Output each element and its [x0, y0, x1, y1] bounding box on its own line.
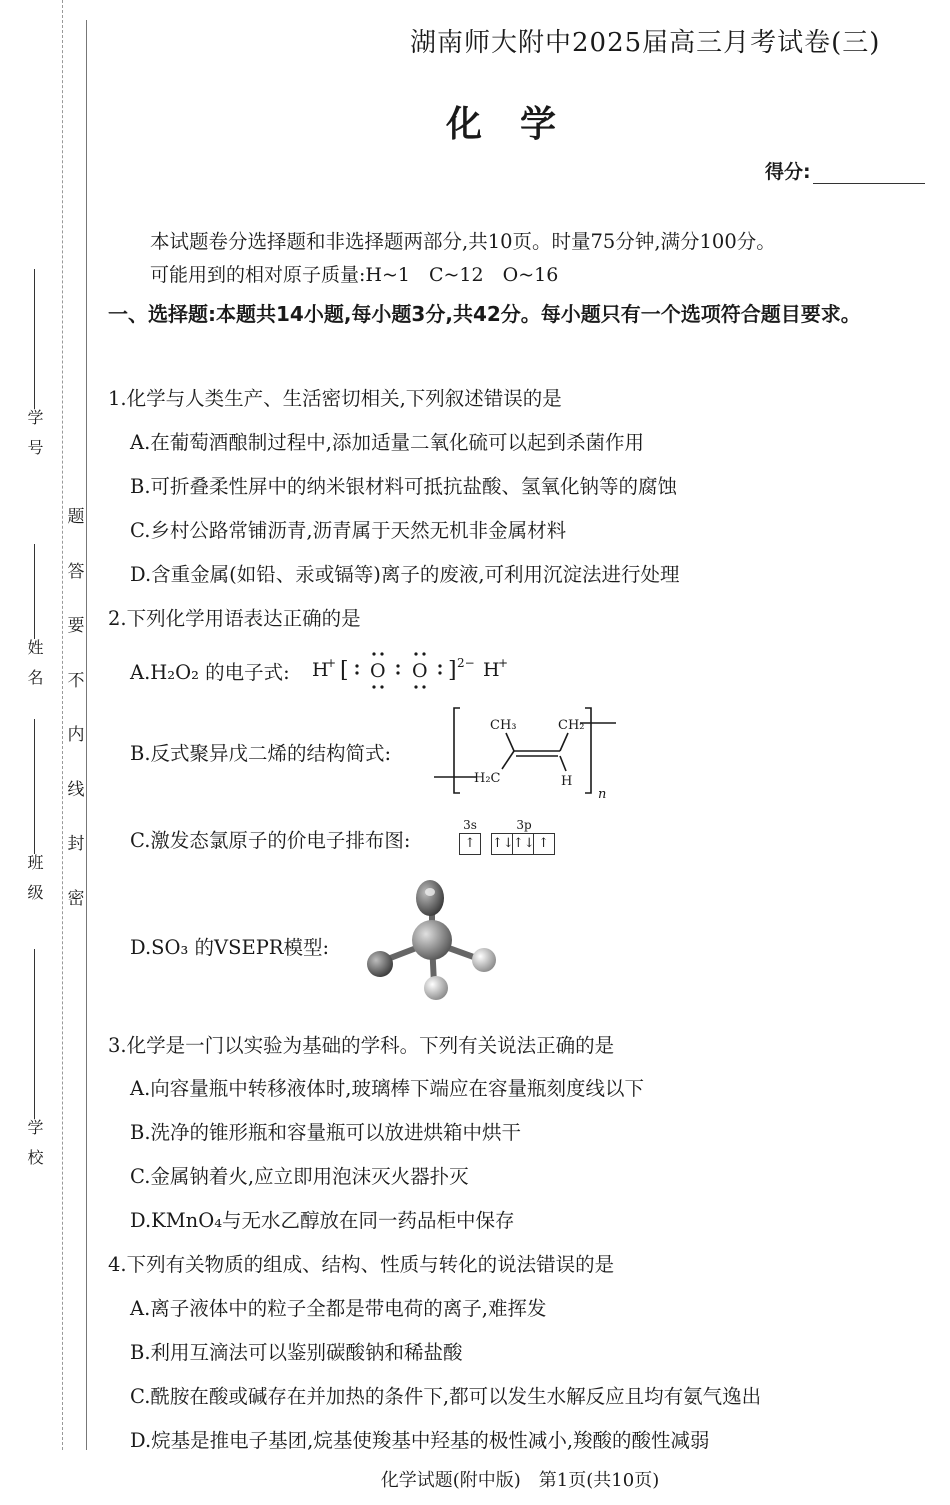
intro-atomic-mass: 可能用到的相对原子质量:H~1 C~12 O~16 [150, 264, 559, 286]
svg-text:O: O [370, 660, 386, 682]
q2-option-d [130, 932, 329, 960]
warning-char: 答 [67, 561, 85, 582]
orbital-3p-label: 3p [516, 818, 532, 832]
exam-title: 湖南师大附中2025届高三月考试卷(三) [410, 28, 881, 58]
q4-option-a: A.离子液体中的粒子全都是带电荷的离子,难挥发 [130, 1297, 547, 1320]
q4-option-d: D.烷基是推电子基团,烷基使羧基中羟基的极性减小,羧酸的酸性减弱 [130, 1429, 710, 1452]
so3-formula: SO₃ [151, 936, 189, 959]
question-3-stem: 3.化学是一门以实验为基础的学科。下列有关说法正确的是 [108, 1034, 615, 1057]
orbital-3s-box: ↑ [459, 833, 481, 855]
vsepr-model-image [358, 878, 508, 1008]
q1-option-c: C.乡村公路常铺沥青,沥青属于天然无机非金属材料 [130, 519, 567, 542]
warning-char: 内 [67, 725, 85, 745]
q1-option-d: D.含重金属(如铅、汞或镉等)离子的废液,可利用沉淀法进行处理 [130, 563, 680, 586]
orbital-3p [491, 818, 557, 855]
q2-d-prefix: D. [130, 936, 152, 959]
warning-char: 线 [67, 779, 85, 800]
polyisoprene-structure [430, 705, 620, 800]
h-label: H [561, 774, 573, 789]
svg-text:O: O [412, 660, 428, 682]
orbital-3p-box: ↑ [533, 833, 555, 855]
q2-d-text: 的VSEPR模型: [194, 936, 330, 959]
warning-char: 要 [67, 616, 85, 636]
ch2-label: CH₂ [558, 718, 585, 733]
warning-char: 密 [67, 888, 85, 909]
student-number-field [22, 265, 46, 469]
h2o2-formula: H₂O₂ [150, 661, 199, 684]
svg-text:2−: 2− [457, 656, 475, 670]
name-line [34, 544, 35, 639]
svg-text:]: ] [448, 658, 457, 683]
q1-option-a: A.在葡萄酒酿制过程中,添加适量二氧化硫可以起到杀菌作用 [130, 431, 644, 454]
name-field [22, 540, 46, 699]
q3-option-a: A.向容量瓶中转移液体时,玻璃棒下端应在容量瓶刻度线以下 [130, 1077, 644, 1100]
question-1-stem: 1.化学与人类生产、生活密切相关,下列叙述错误的是 [108, 387, 562, 410]
svg-text:H: H [312, 659, 329, 681]
svg-text:[: [ [340, 658, 349, 683]
warning-char: 不 [67, 670, 85, 691]
q2-option-a [130, 657, 290, 685]
class-label: 班级 [25, 854, 44, 914]
q2-a-text: 的电子式: [205, 661, 290, 684]
h2o2-electron-formula [312, 646, 532, 694]
student-number-line [34, 269, 35, 409]
orbital-3p-box: ↑↓ [512, 833, 534, 855]
q3-option-d: D.KMnO₄与无水乙醇放在同一药品柜中保存 [130, 1209, 515, 1232]
intro-line-1: 本试题卷分选择题和非选择题两部分,共10页。时量75分钟,满分100分。 [150, 230, 776, 253]
section-heading: 一、选择题:本题共14小题,每小题3分,共42分。每小题只有一个选项符合题目要求。 [108, 302, 861, 326]
q1-option-b: B.可折叠柔性屏中的纳米银材料可抵抗盐酸、氢氧化钠等的腐蚀 [130, 475, 678, 498]
subject-title: 化学 [445, 104, 594, 145]
score-field [765, 157, 925, 184]
binding-dashed-line [62, 0, 63, 1450]
orbital-3s [459, 818, 481, 855]
question-4-stem: 4.下列有关物质的组成、结构、性质与转化的说法错误的是 [108, 1253, 615, 1276]
q3-option-c: C.金属钠着火,应立即用泡沫灭火器扑灭 [130, 1165, 469, 1188]
seal-line-warning [66, 505, 86, 941]
q4-option-b: B.利用互滴法可以鉴别碳酸钠和稀盐酸 [130, 1341, 463, 1364]
question-2-stem: 2.下列化学用语表达正确的是 [108, 607, 361, 630]
school-label: 学校 [25, 1119, 44, 1179]
orbital-3p-box: ↑↓ [491, 833, 513, 855]
school-field [22, 945, 46, 1179]
class-field [22, 715, 46, 914]
n-subscript: n [598, 787, 607, 800]
school-line [34, 949, 35, 1119]
q4-option-c: C.酰胺在酸或碱存在并加热的条件下,都可以发生水解反应且均有氨气逸出 [130, 1385, 762, 1408]
binding-solid-line [86, 20, 87, 1450]
score-blank[interactable] [813, 161, 925, 184]
h2c-label: H₂C [474, 771, 501, 786]
svg-text:+: + [498, 656, 509, 670]
student-number-label: 学号 [25, 409, 44, 469]
warning-char: 封 [67, 834, 85, 854]
warning-char: 题 [67, 507, 85, 527]
q2-option-b: B.反式聚异戊二烯的结构简式: [130, 742, 392, 765]
q3-option-b: B.洗净的锥形瓶和容量瓶可以放进烘箱中烘干 [130, 1121, 522, 1144]
score-label: 得分: [765, 161, 811, 183]
page-footer: 化学试题(附中版) 第1页(共10页) [380, 1470, 660, 1491]
class-line [34, 719, 35, 854]
orbital-3s-label: 3s [463, 818, 477, 832]
name-label: 姓名 [25, 639, 44, 699]
q2-option-c: C.激发态氯原子的价电子排布图: [130, 829, 411, 852]
svg-text:+: + [326, 656, 337, 670]
ch3-label: CH₃ [490, 718, 517, 733]
svg-text:H: H [483, 659, 500, 681]
q2-a-prefix: A. [130, 661, 151, 684]
